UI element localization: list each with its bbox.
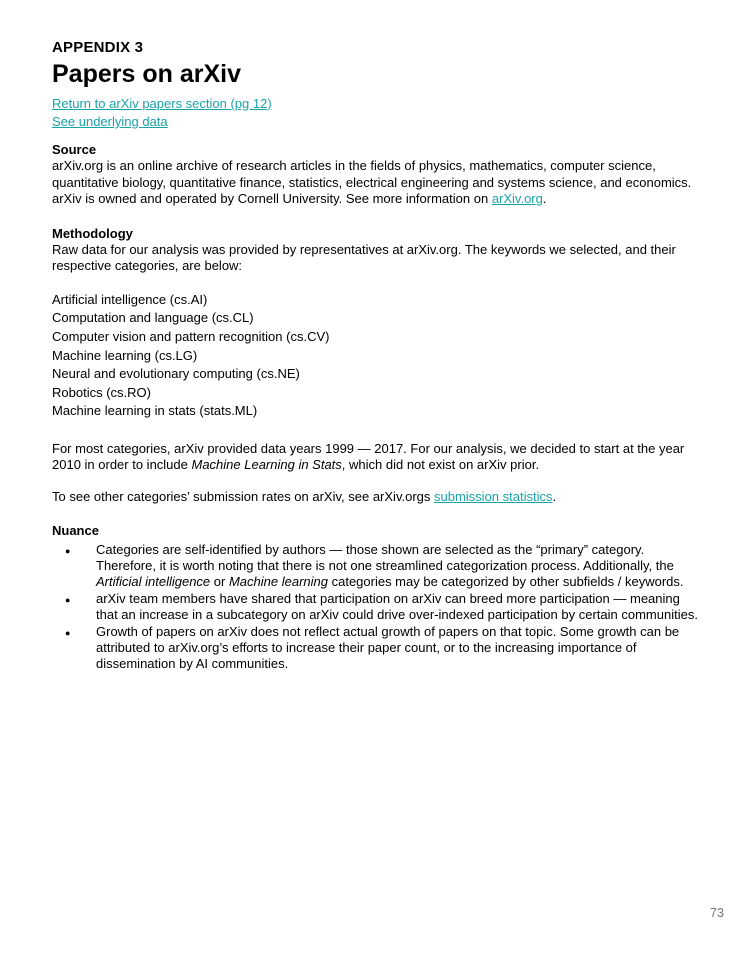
- arxiv-org-link[interactable]: arXiv.org: [491, 191, 543, 207]
- bullet-italic: Artificial intelligence: [96, 574, 211, 590]
- methodology-heading: Methodology: [52, 225, 133, 241]
- bullet-text: categories may be categorized by other subfields / keywords.: [327, 574, 684, 590]
- category-item: Neural and evolutionary computing (cs.NE): [52, 366, 300, 382]
- category-item: Artificial intelligence (cs.AI): [52, 291, 208, 307]
- nuance-bullet-item: [65, 623, 700, 673]
- category-item: Machine learning (cs.LG): [52, 347, 198, 363]
- bullet-icon: ●: [65, 545, 71, 556]
- source-paragraph: [52, 158, 700, 207]
- bullet-text: or: [210, 574, 229, 590]
- submission-note-text-end: .: [552, 488, 557, 504]
- years-note-italic: Machine Learning in Stats: [191, 457, 342, 473]
- return-to-section-link[interactable]: Return to arXiv papers section (pg 12): [52, 96, 272, 111]
- top-links-block: [52, 95, 700, 131]
- bullet-text: Growth of papers on arXiv does not reflect actual growth of papers on that topic. Some growth can be attributed to arXiv.org’s efforts to increase their paper count, or to the increasing importance of dissemination by AI communities.: [96, 623, 680, 672]
- source-heading: Source: [52, 142, 97, 157]
- page-title: Papers on arXiv: [52, 60, 241, 88]
- category-list: [52, 291, 700, 421]
- category-item: Robotics (cs.RO): [52, 384, 151, 400]
- category-item: Computer vision and pattern recognition (cs.CV): [52, 329, 330, 345]
- nuance-bullet-list: [52, 542, 700, 673]
- bullet-icon: ●: [65, 627, 71, 638]
- page-number: 73: [710, 906, 724, 920]
- nuance-bullet-item: [65, 590, 700, 624]
- category-item: Machine learning in stats (stats.ML): [52, 403, 258, 419]
- category-item: Computation and language (cs.CL): [52, 310, 254, 326]
- submission-note-paragraph: [52, 489, 700, 505]
- bullet-text: arXiv team members have shared that participation on arXiv can breed more participation — meaning that an increase in a subcategory on arXiv could drive over-indexed participation by certain communities.: [96, 590, 698, 623]
- document-page: [52, 38, 700, 673]
- bullet-icon: ●: [65, 594, 71, 605]
- bullet-italic: Machine learning: [228, 574, 328, 590]
- methodology-intro: Raw data for our analysis was provided by representatives at arXiv.org. The keywords we selected, and their respective categories, are below:: [52, 242, 676, 274]
- appendix-label: APPENDIX 3: [52, 39, 144, 56]
- submission-note-text: To see other categories’ submission rates on arXiv, see arXiv.orgs: [52, 488, 434, 504]
- submission-statistics-link[interactable]: submission statistics: [434, 488, 553, 504]
- bullet-text: Categories are self-identified by authors — those shown are selected as the “primary” category. Therefore, it is worth noting that there is not one streamlined categorization process. Additionally, the: [96, 541, 674, 574]
- years-note-text-end: , which did not exist on arXiv prior.: [341, 457, 540, 473]
- source-text: arXiv.org is an online archive of research articles in the fields of physics, mathematics, computer science, quantitative biology, quantitative finance, statistics, electrical engineering and systems science, and economics. arXiv is owned and operated by Cornell University. See more information on: [52, 158, 692, 207]
- years-note-text: For most categories, arXiv provided data years 1999 — 2017. For our analysis, we decided to start at the year 2010 in order to include: [52, 441, 685, 473]
- source-text-end: .: [542, 191, 547, 207]
- nuance-heading: Nuance: [52, 523, 99, 539]
- see-underlying-data-link[interactable]: See underlying data: [52, 114, 168, 129]
- nuance-bullet-item: [65, 541, 700, 591]
- years-note-paragraph: [52, 441, 700, 474]
